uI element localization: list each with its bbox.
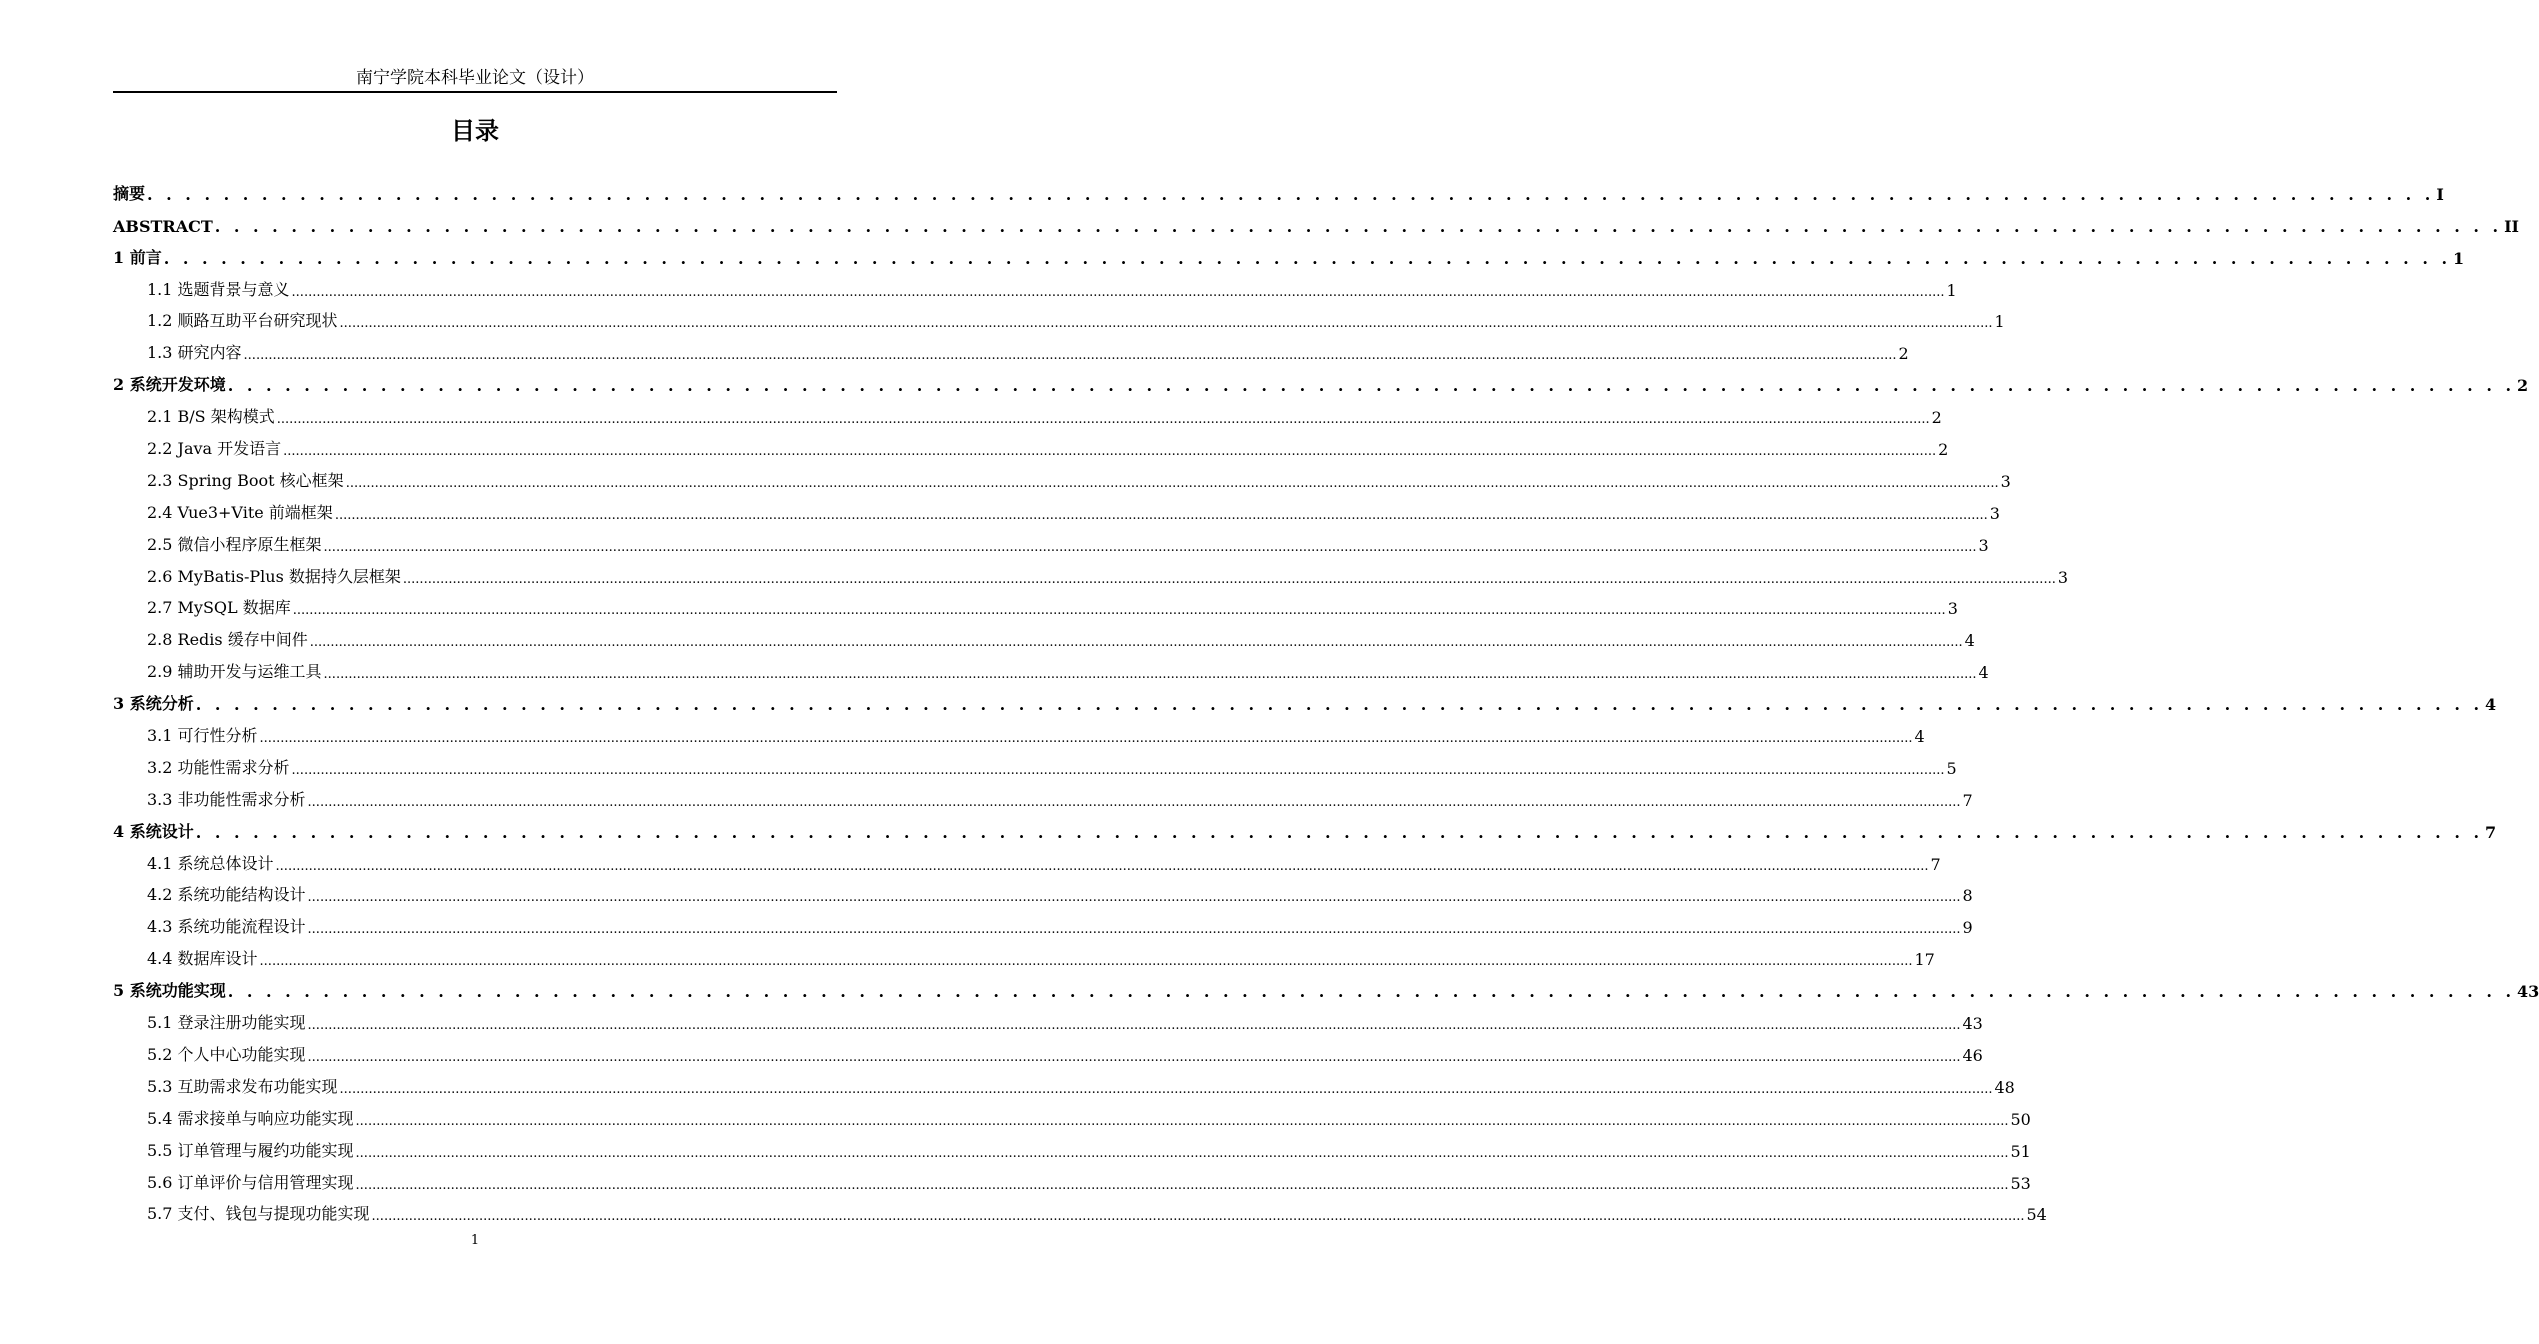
toc-entry[interactable] — [113, 1193, 2047, 1225]
toc-entry[interactable] — [113, 268, 1957, 300]
toc-dot-leader: ................................................................................................................................................................................................................................................................................................................................................................................................................ — [307, 1018, 1961, 1034]
toc-entry-page: 2 — [2517, 376, 2529, 396]
toc-entry-label: 5 系统功能实现 — [113, 981, 226, 1001]
toc-entry-page: 3 — [1947, 599, 1958, 619]
toc-entry-page: 4 — [1964, 631, 1975, 651]
toc-entry-label: 3.3 非功能性需求分析 — [147, 789, 306, 809]
toc-entry-page: 3 — [1978, 535, 1989, 555]
toc-entry-page: 3 — [2057, 567, 2069, 587]
toc-dot-leader: ................................................................................................................................................................................................................................................................................................................................................................................................................ — [307, 794, 1961, 810]
toc-entry-label: 5.3 互助需求发布功能实现 — [147, 1076, 338, 1096]
toc-entry-page: 1 — [1946, 280, 1957, 300]
toc-entry-label: 4 系统设计 — [113, 821, 194, 841]
toc-entry-page: 1 — [1994, 312, 2005, 332]
toc-entry-page: 7 — [1962, 790, 1973, 810]
toc-entry-label: ABSTRACT — [113, 216, 213, 236]
toc-entry[interactable] — [113, 427, 1949, 460]
toc-entry-label: 5.7 支付、钱包与提现功能实现 — [147, 1204, 370, 1224]
toc-entry-page: 48 — [1994, 1077, 2015, 1097]
toc-entry[interactable] — [113, 1097, 2031, 1129]
toc-dot-leader: ................................................................................................................................................................................................................................................................................................................................................................................................................ — [259, 954, 1913, 970]
toc-entry-label: 2.1 B/S 架构模式 — [147, 407, 275, 427]
toc-entry-page: 2 — [1898, 344, 1909, 364]
toc-entry[interactable] — [113, 204, 2520, 236]
toc-entry-label: 3.2 功能性需求分析 — [147, 757, 290, 777]
toc-entry-page: 1 — [2453, 248, 2465, 268]
toc-entry[interactable] — [113, 778, 1973, 810]
toc-dot-leader: . . . . . . . . . . . . . . . . . . . . . . . . . . . . . . . . . . . . . . . . . . . . . . . . . . . . . . . . . . . . . . . . . . . . . . . . . . . . . . . . . . . . . . . . . . . . . . . . . . . . . . . . . . . . . . . . . . . . . . . . — [227, 376, 2516, 396]
toc-dot-leader: ................................................................................................................................................................................................................................................................................................................................................................................................................ — [323, 539, 1977, 555]
toc-entry[interactable] — [113, 331, 1909, 364]
toc-dot-leader: . . . . . . . . . . . . . . . . . . . . . . . . . . . . . . . . . . . . . . . . . . . . . . . . . . . . . . . . . . . . . . . . . . . . . . . . . . . . . . . . . . . . . . . . . . . . . . . . . . . . . . . . . . . . . . . . . . . . . . . . — [214, 216, 2503, 236]
toc-entry[interactable] — [113, 937, 1935, 970]
toc-entry-label: 2.2 Java 开发语言 — [147, 439, 282, 459]
toc-entry-page: 43 — [1962, 1014, 1983, 1034]
toc-entry-label: 1.2 顺路互助平台研究现状 — [147, 311, 338, 331]
toc-dot-leader: ................................................................................................................................................................................................................................................................................................................................................................................................................ — [276, 412, 1930, 428]
toc-dot-leader: ................................................................................................................................................................................................................................................................................................................................................................................................................ — [307, 922, 1961, 938]
toc-dot-leader: ................................................................................................................................................................................................................................................................................................................................................................................................................ — [345, 475, 1999, 491]
page-number: 1 — [470, 1233, 480, 1248]
toc-entry[interactable] — [113, 395, 1942, 428]
toc-entry[interactable] — [113, 1065, 2015, 1097]
toc-entry[interactable] — [113, 555, 2069, 587]
toc-entry-label: 1.3 研究内容 — [147, 343, 242, 363]
toc-entry-page: 2 — [1931, 408, 1942, 428]
toc-entry-label: 4.1 系统总体设计 — [147, 853, 274, 873]
toc-entry-page: 3 — [2000, 471, 2011, 491]
toc-entry-label: 5.6 订单评价与信用管理实现 — [147, 1172, 354, 1192]
toc-entry-page: 7 — [2485, 822, 2497, 842]
toc-entry-label: 5.1 登录注册功能实现 — [147, 1013, 306, 1033]
toc-entry-label: 摘要 — [113, 183, 146, 203]
toc-entry[interactable] — [113, 650, 1989, 683]
toc-entry[interactable] — [113, 842, 1941, 874]
toc-entry[interactable] — [113, 1033, 1983, 1065]
toc-dot-leader: ................................................................................................................................................................................................................................................................................................................................................................................................................ — [339, 316, 1993, 332]
toc-entry-page: 17 — [1914, 950, 1935, 970]
toc-dot-leader: . . . . . . . . . . . . . . . . . . . . . . . . . . . . . . . . . . . . . . . . . . . . . . . . . . . . . . . . . . . . . . . . . . . . . . . . . . . . . . . . . . . . . . . . . . . . . . . . . . . . . . . . . . . . . . . . . . . . . . . . — [147, 184, 2435, 204]
toc-entry-page: 9 — [1962, 918, 1973, 938]
toc-dot-leader: ................................................................................................................................................................................................................................................................................................................................................................................................................ — [323, 667, 1977, 683]
toc-dot-leader: ................................................................................................................................................................................................................................................................................................................................................................................................................ — [339, 1081, 1993, 1097]
toc-entry[interactable] — [113, 1001, 1983, 1034]
toc-dot-leader: ................................................................................................................................................................................................................................................................................................................................................................................................................ — [292, 603, 1946, 619]
toc-entry-label: 4.3 系统功能流程设计 — [147, 917, 306, 937]
toc-entry[interactable] — [113, 1129, 2031, 1161]
toc-dot-leader: . . . . . . . . . . . . . . . . . . . . . . . . . . . . . . . . . . . . . . . . . . . . . . . . . . . . . . . . . . . . . . . . . . . . . . . . . . . . . . . . . . . . . . . . . . . . . . . . . . . . . . . . . . . . . . . . . . . . . . . . — [163, 248, 2452, 268]
toc-dot-leader: . . . . . . . . . . . . . . . . . . . . . . . . . . . . . . . . . . . . . . . . . . . . . . . . . . . . . . . . . . . . . . . . . . . . . . . . . . . . . . . . . . . . . . . . . . . . . . . . . . . . . . . . . . . . . . . . . . . . . . . . — [227, 982, 2516, 1002]
toc-dot-leader: ................................................................................................................................................................................................................................................................................................................................................................................................................ — [307, 1049, 1961, 1065]
toc-entry[interactable] — [113, 587, 1958, 619]
toc-entry-page: 2 — [1938, 440, 1949, 460]
toc-dot-leader: . . . . . . . . . . . . . . . . . . . . . . . . . . . . . . . . . . . . . . . . . . . . . . . . . . . . . . . . . . . . . . . . . . . . . . . . . . . . . . . . . . . . . . . . . . . . . . . . . . . . . . . . . . . . . . . . . . . . . . . . — [195, 695, 2484, 715]
toc-entry[interactable] — [113, 300, 2005, 332]
toc-entry-page: II — [2504, 216, 2520, 236]
toc-entry-label: 5.2 个人中心功能实现 — [147, 1044, 306, 1064]
toc-entry-label: 4.2 系统功能结构设计 — [147, 885, 306, 905]
toc-dot-leader: ................................................................................................................................................................................................................................................................................................................................................................................................................ — [243, 348, 1897, 364]
toc-entry-page: 54 — [2026, 1205, 2047, 1225]
toc-entry[interactable] — [113, 618, 1975, 651]
toc-dot-leader: ................................................................................................................................................................................................................................................................................................................................................................................................................ — [291, 762, 1945, 778]
header-rule — [113, 91, 837, 93]
toc-entry-label: 5.5 订单管理与履约功能实现 — [147, 1140, 354, 1160]
toc-entry-label: 2.6 MyBatis-Plus 数据持久层框架 — [147, 566, 401, 586]
toc-entry-page: 50 — [2010, 1109, 2031, 1129]
toc-entry-page: 3 — [1989, 503, 2000, 523]
toc-dot-leader: ................................................................................................................................................................................................................................................................................................................................................................................................................ — [371, 1209, 2025, 1225]
toc-entry-label: 1.1 选题背景与意义 — [147, 279, 290, 299]
toc-entry-page: 46 — [1962, 1045, 1983, 1065]
toc-entry[interactable] — [113, 746, 1957, 778]
toc-dot-leader: ................................................................................................................................................................................................................................................................................................................................................................................................................ — [355, 1177, 2009, 1193]
toc-dot-leader: ................................................................................................................................................................................................................................................................................................................................................................................................................ — [275, 858, 1929, 874]
toc-title: 目录 — [451, 117, 499, 145]
toc-entry[interactable] — [113, 523, 1989, 555]
toc-dot-leader: ................................................................................................................................................................................................................................................................................................................................................................................................................ — [355, 1113, 2009, 1129]
toc-entry-label: 2.8 Redis 缓存中间件 — [147, 630, 308, 650]
toc-entry[interactable] — [113, 236, 2465, 268]
toc-entry[interactable] — [113, 172, 2444, 204]
toc-entry-page: 4 — [1978, 663, 1989, 683]
toc-dot-leader: ................................................................................................................................................................................................................................................................................................................................................................................................................ — [291, 284, 1945, 300]
page-header: 南宁学院本科毕业论文（设计） — [356, 68, 594, 88]
toc-entry-page: 5 — [1946, 758, 1957, 778]
toc-entry-label: 2.3 Spring Boot 核心框架 — [147, 470, 344, 490]
toc-entry[interactable] — [113, 874, 1973, 906]
toc-entry[interactable] — [113, 810, 2497, 842]
toc-entry-page: 7 — [1930, 854, 1941, 874]
toc-dot-leader: ................................................................................................................................................................................................................................................................................................................................................................................................................ — [334, 507, 1988, 523]
toc-entry-page: 51 — [2010, 1141, 2031, 1161]
toc-entry[interactable] — [113, 682, 2497, 715]
toc-entry-label: 2.5 微信小程序原生框架 — [147, 534, 322, 554]
toc-entry-page: I — [2436, 184, 2444, 204]
toc-entry-page: 53 — [2010, 1173, 2031, 1193]
toc-entry-page: 43 — [2517, 982, 2539, 1002]
toc-dot-leader: ................................................................................................................................................................................................................................................................................................................................................................................................................ — [355, 1145, 2009, 1161]
toc-dot-leader: ................................................................................................................................................................................................................................................................................................................................................................................................................ — [309, 635, 1963, 651]
toc-entry[interactable] — [113, 459, 2011, 491]
toc-entry-label: 5.4 需求接单与响应功能实现 — [147, 1108, 354, 1128]
toc-dot-leader: ................................................................................................................................................................................................................................................................................................................................................................................................................ — [283, 444, 1937, 460]
toc-entry-label: 3 系统分析 — [113, 694, 194, 714]
toc-entry[interactable] — [113, 969, 2539, 1002]
toc-dot-leader: ................................................................................................................................................................................................................................................................................................................................................................................................................ — [402, 571, 2056, 587]
toc-entry-label: 2.4 Vue3+Vite 前端框架 — [147, 502, 333, 522]
toc-dot-leader: ................................................................................................................................................................................................................................................................................................................................................................................................................ — [259, 731, 1913, 747]
toc-entry-label: 2 系统开发环境 — [113, 375, 226, 395]
toc-entry-label: 2.7 MySQL 数据库 — [147, 598, 291, 618]
toc-entry-label: 4.4 数据库设计 — [147, 949, 258, 969]
toc-entry-label: 2.9 辅助开发与运维工具 — [147, 662, 322, 682]
toc-entry-label: 3.1 可行性分析 — [147, 726, 258, 746]
table-of-contents — [113, 172, 2539, 1225]
toc-dot-leader: ................................................................................................................................................................................................................................................................................................................................................................................................................ — [307, 890, 1961, 906]
toc-entry[interactable] — [113, 905, 1973, 938]
toc-entry[interactable] — [113, 491, 2000, 523]
toc-entry-page: 4 — [1914, 727, 1925, 747]
toc-entry-page: 4 — [2485, 695, 2497, 715]
toc-entry[interactable] — [113, 1161, 2031, 1193]
toc-entry-label: 1 前言 — [113, 247, 162, 267]
toc-dot-leader: . . . . . . . . . . . . . . . . . . . . . . . . . . . . . . . . . . . . . . . . . . . . . . . . . . . . . . . . . . . . . . . . . . . . . . . . . . . . . . . . . . . . . . . . . . . . . . . . . . . . . . . . . . . . . . . . . . . . . . . . — [195, 822, 2484, 842]
toc-entry[interactable] — [113, 363, 2529, 396]
toc-entry-page: 8 — [1962, 886, 1973, 906]
toc-entry[interactable] — [113, 714, 1925, 747]
